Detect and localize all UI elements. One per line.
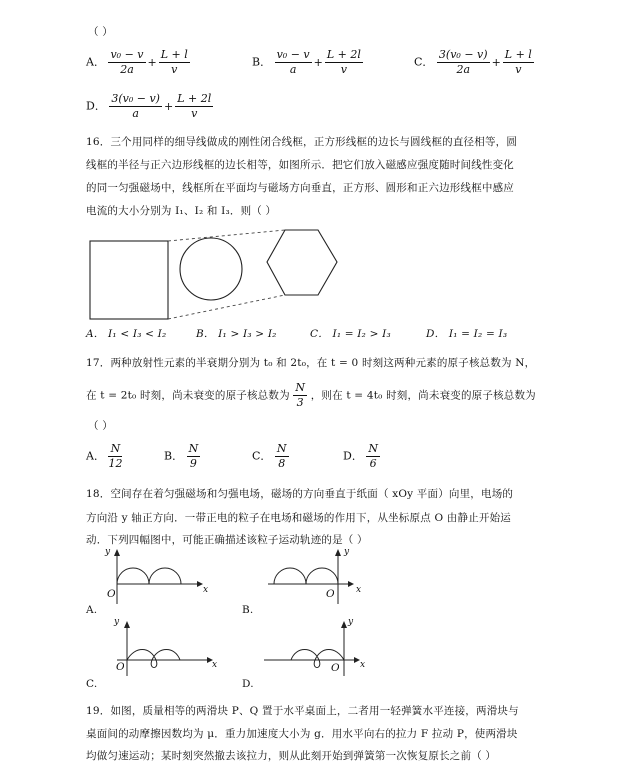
q19-stem-line-1: 19．如图，质量相等的两滑块 P、Q 置于水平桌面上，二者用一轻弹簧水平连接，两滑块与 [86, 705, 519, 717]
fraction: $\frac{\text{v₀ − v}}{a}$ [276, 48, 310, 76]
y-axis-arrow [114, 549, 120, 556]
q16-stem-line-1: 16．三个用同样的细导线做成的刚性闭合线框，正方形线框的边长与圆线框的直径相等，圆 [86, 136, 518, 148]
option-label: A． [86, 55, 105, 69]
q18-stem-line-1: 18．空间存在着匀强磁场和匀强电场，磁场的方向垂直于纸面（ xOy 平面）向里，电场的 [86, 488, 514, 500]
fraction: $\frac{L + l}{v}$ [504, 48, 532, 76]
q18-a-origin-label: O [107, 588, 116, 600]
fraction: $\frac{\text{3(v₀ − v)}}{a}$ [111, 92, 160, 120]
option-label: B． [164, 449, 184, 463]
q17-stem-line-1: 17．两种放射性元素的半衰期分别为 t₀ 和 2t₀，在 t = 0 时刻这两种元素的原子核总数为 N， [86, 357, 536, 369]
q16-option-c[interactable]: C． I₁ = I₂ > I₃ [310, 328, 391, 340]
q15-option-d[interactable]: D． $\frac{\text{3(v₀ − v)}}{a}$ + $\frac{L + 2l}{v}$ [86, 92, 212, 120]
fraction: $\frac{N}{12}$ [108, 442, 123, 470]
q18-a-x-label: x [203, 585, 209, 595]
option-label: C． [414, 55, 434, 69]
fraction: $\frac{L + 2l}{v}$ [177, 92, 212, 120]
q18-stem-line-3: 动．下列四幅图中，可能正确描述该粒子运动轨迹的是（ ） [86, 534, 368, 546]
q18-d-y-label: y [348, 617, 354, 627]
fraction: $\frac{N}{6}$ [368, 442, 378, 470]
q17-option-d[interactable] [343, 442, 380, 471]
q17-option-a[interactable] [86, 442, 122, 471]
option-label: D． [343, 449, 363, 463]
square-frame [90, 241, 168, 319]
option-label: B． [252, 55, 272, 69]
trajectory [127, 650, 180, 668]
q18-option-b-label[interactable]: B. [242, 604, 254, 616]
fraction: $\frac{N}{3}$ [295, 381, 306, 409]
option-label: D． [86, 99, 106, 113]
q19-stem-line-3: 均做匀速运动；某时刻突然撤去该拉力，则从此刻开始到弹簧第一次恢复原长之前（ ） [86, 750, 497, 762]
q18-option-d-label[interactable]: D. [242, 678, 254, 690]
fraction: $\frac{\text{3(v₀ − v)}}{2a}$ [438, 48, 488, 76]
q17-option-b[interactable] [164, 442, 200, 471]
q18-b-origin-label: O [326, 588, 335, 600]
option-label: C． [252, 449, 272, 463]
q18-stem-line-2: 方向沿 y 轴正方向．一带正电的粒子在电场和磁场的作用下，从坐标原点 O 由静止开始运 [86, 512, 511, 524]
q19-stem-line-2: 桌面间的动摩擦因数均为 μ．重力加速度大小为 g．用水平向右的拉力 F 拉动 P，使两滑块 [86, 728, 518, 740]
dashed-guide-top [168, 230, 285, 241]
q18-option-c-label[interactable]: C. [86, 678, 98, 690]
q16-option-b[interactable]: B． I₁ > I₃ > I₂ [196, 328, 277, 340]
dashed-guide-bottom [168, 295, 285, 319]
q17-answer-paren: （ ） [88, 420, 113, 432]
hexagon-frame [267, 230, 337, 295]
q16-stem-line-2: 线框的半径与正六边形线框的边长相等，如图所示．把它们放入磁感应强度随时间线性变化 [86, 159, 514, 171]
y-axis-arrow [341, 621, 347, 628]
q17-option-c[interactable] [252, 442, 289, 471]
q15-option-b[interactable]: B． $\frac{\text{v₀ − v}}{a}$ + $\frac{L + 2l}{v}$ [252, 48, 361, 76]
q17-line2-part-b: ，则在 t = 4t₀ 时刻，尚未衰变的原子核总数为 [310, 389, 536, 402]
q15-answer-paren: （ ） [88, 26, 113, 38]
trajectory [274, 568, 338, 584]
q18-c-y-label: y [114, 617, 120, 627]
q18-d-origin-label: O [331, 662, 340, 674]
q15-option-a[interactable]: A． $\frac{\text{v₀ − v}}{2a}$ + $\frac{L + l}{v}$ [86, 48, 188, 76]
q16-option-d[interactable]: D． I₁ = I₂ = I₃ [426, 328, 508, 340]
fraction: $\frac{N}{9}$ [188, 442, 199, 470]
fraction: $\frac{\text{v₀ − v}}{2a}$ [110, 48, 144, 76]
q18-b-x-label: x [356, 585, 362, 595]
option-label: A． [86, 449, 105, 463]
q15-option-c[interactable]: C． $\frac{\text{3(v₀ − v)}}{2a}$ + $\frac{L + l}{v}$ [414, 48, 532, 76]
q16-option-a[interactable]: A． I₁ < I₃ < I₂ [86, 328, 167, 340]
q18-b-y-label: y [344, 547, 350, 557]
q18-graph-a[interactable] [100, 548, 210, 608]
q18-a-y-label: y [105, 547, 111, 557]
q16-stem-line-4: 电流的大小分别为 I₁、I₂ 和 I₃．则（ ） [86, 205, 277, 217]
q18-graph-b[interactable] [260, 548, 370, 608]
fraction: $\frac{N}{8}$ [276, 442, 287, 470]
y-axis-arrow [124, 621, 130, 628]
trajectory [117, 568, 181, 584]
q18-c-x-label: x [212, 660, 218, 670]
y-axis-arrow [335, 549, 341, 556]
q16-stem-line-3: 的同一匀强磁场中，线框所在平面均与磁场方向垂直，正方形、圆形和正六边形线框中感应 [86, 182, 514, 194]
q18-option-a-label[interactable]: A. [86, 604, 98, 616]
fraction: $\frac{L + l}{v}$ [160, 48, 188, 76]
circle-frame [180, 238, 242, 300]
q17-stem-line-2 [86, 381, 536, 410]
q17-line2-part-a: 在 t = 2t₀ 时刻，尚未衰变的原子核总数为 [86, 389, 290, 402]
fraction: $\frac{L + 2l}{v}$ [326, 48, 361, 76]
q18-c-origin-label: O [116, 661, 125, 673]
x-axis-arrow [348, 581, 354, 587]
q18-d-x-label: x [360, 660, 366, 670]
